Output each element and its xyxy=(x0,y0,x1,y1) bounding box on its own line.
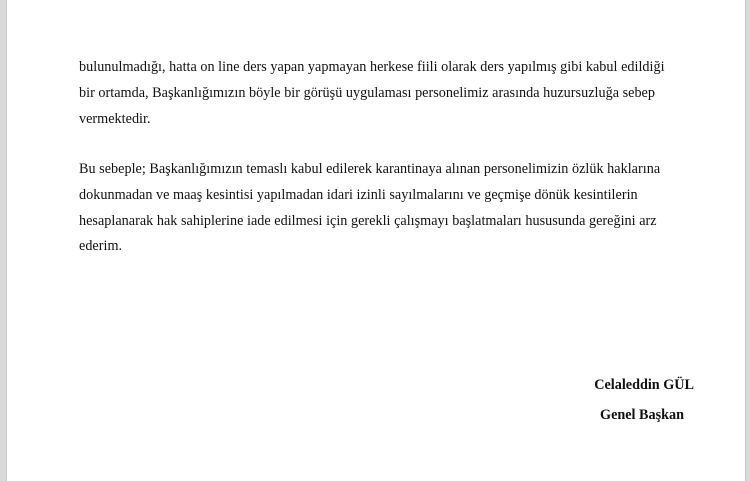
document-page xyxy=(6,0,746,481)
paragraph-1-line: bir ortamda, Başkanlığımızın böyle bir görüşü uygulaması personelimiz arasında huzursuzluğa sebep xyxy=(79,84,655,101)
paragraph-1-line: vermektedir. xyxy=(79,110,151,127)
paragraph-1-line: bulunulmadığı, hatta on line ders yapan yapmayan herkese fiili olarak ders yapılmış gibi kabul edildiği xyxy=(79,59,665,75)
paragraph-2-line: Bu sebeple; Başkanlığımızın temaslı kabul edilerek karantinaya alınan personelimizin özlük haklarına xyxy=(79,161,661,177)
paragraph-2-line: dokunmadan ve maaş kesintisi yapılmadan idari izinli sayılmalarını ve geçmişe dönük kesintilerin xyxy=(79,186,638,203)
paragraph-2-line: hesaplanarak hak sahiplerine iade edilmesi için gerekli çalışmayı başlatmaları hususunda gereğini arz xyxy=(79,212,657,229)
paragraph-2 xyxy=(79,157,699,260)
signature-title: Genel Başkan xyxy=(600,407,684,423)
paragraph-1 xyxy=(79,55,699,132)
signature-name: Celaleddin GÜL xyxy=(594,377,694,393)
paragraph-2-line: ederim. xyxy=(79,238,123,255)
